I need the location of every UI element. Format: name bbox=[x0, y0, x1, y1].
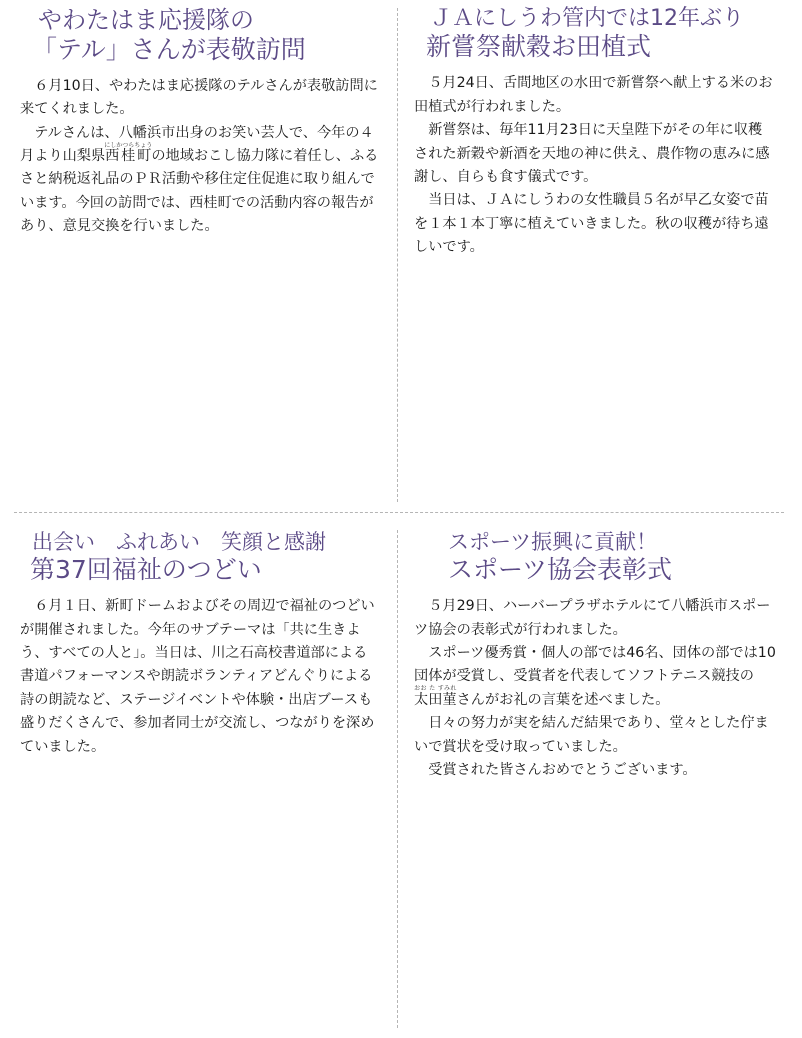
vertical-divider-top bbox=[397, 8, 398, 502]
article-title-line-1: やわたはま応援隊の bbox=[38, 6, 254, 34]
article-paragraph: 日々の努力が実を結んだ結果であり、堂々とした佇まいで賞状を受け取っていました。 bbox=[414, 715, 769, 755]
horizontal-divider bbox=[14, 512, 784, 513]
article-body bbox=[414, 595, 776, 782]
article-paragraph: ５月24日、舌間地区の水田で新嘗祭へ献上する米のお田植式が行われました。 bbox=[414, 75, 773, 115]
article-paragraph: 新嘗祭は、毎年11月23日に天皇陛下がその年に収穫された新穀や新酒を天地の神に供え、農作物の恵みに感謝し、自らも食す儀式です。 bbox=[414, 122, 770, 186]
article-body bbox=[20, 75, 380, 239]
article-title-line-1: スポーツ振興に貢献！ bbox=[448, 530, 658, 554]
ruby-annotation: 太田菫おお た すみれ bbox=[414, 684, 457, 708]
article-title-line-2: 第37回福祉のつどい bbox=[30, 555, 262, 585]
vertical-divider-bottom bbox=[397, 530, 398, 1028]
article-welfare-gathering bbox=[20, 530, 380, 759]
article-paragraph: ６月１日、新町ドームおよびその周辺で福祉のつどいが開催されました。今年のサブテーマは「共に生きよう、すべての人と」。当日は、川之石高校書道部による書道パフォーマンスや朗読ボランティアどんぐりによる詩の朗読など、ステージイベントや体験・出店ブースも盛りだくさんで、参加者同士が交流し、つながりを深めていました。 bbox=[20, 598, 375, 755]
article-paragraph: ６月10日、やわたはま応援隊のテルさんが表敬訪問に来てくれました。 bbox=[20, 77, 378, 118]
article-body bbox=[414, 72, 776, 259]
article-teru-visit bbox=[20, 6, 380, 239]
ruby-annotation: 西桂町にしかつらちょう bbox=[104, 142, 153, 165]
article-paragraph: 当日は、ＪＡにしうわの女性職員５名が早乙女姿で苗を１本１本丁寧に植えていきました。秋の収穫が待ち遠しいです。 bbox=[414, 192, 769, 256]
article-title-line-2: 「テル」さんが表敬訪問 bbox=[32, 34, 306, 64]
article-paragraph: ５月29日、ハーバープラザホテルにて八幡浜市スポーツ協会の表彰式が行われました。 bbox=[414, 598, 771, 638]
article-title-line-2: スポーツ協会表彰式 bbox=[448, 555, 673, 585]
article-paragraph: 受賞された皆さんおめでとうございます。 bbox=[428, 762, 697, 779]
article-paragraph: スポーツ優秀賞・個人の部では46名、団体の部では10団体が受賞し、受賞者を代表してソフトテニス競技の太田菫おお た すみれさんがお礼の言葉を述べました。 bbox=[414, 645, 776, 708]
article-rice-planting bbox=[414, 6, 776, 260]
article-title-line-2: 新嘗祭献穀お田植式 bbox=[426, 32, 652, 62]
article-title-line-1: ＪＡにしうわ管内では12年ぶり bbox=[430, 6, 744, 31]
article-body bbox=[20, 595, 380, 759]
article-sports-awards bbox=[414, 530, 776, 782]
article-title-line-1: 出会い ふれあい 笑顔と感謝 bbox=[32, 530, 326, 554]
article-paragraph: テルさんは、八幡浜市出身のお笑い芸人で、今年の４月より山梨県西桂町にしかつらちょうの地域おこし協力隊に着任し、ふるさと納税返礼品のＰＲ活動や移住定住促進に取り組んでいます。今回の訪問では、西桂町での活動内容の報告があり、意見交換を行いました。 bbox=[20, 124, 379, 235]
